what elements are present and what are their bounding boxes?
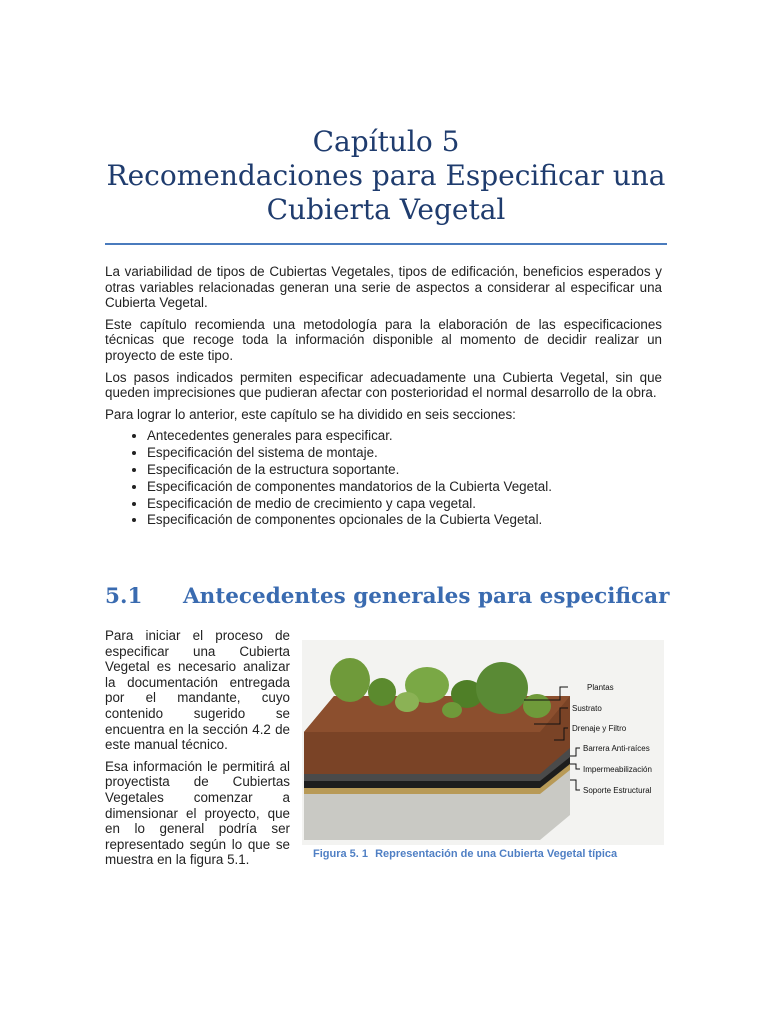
chapter-title-line1: Recomendaciones para Especificar una (106, 159, 666, 192)
intro-paragraph-4: Para lograr lo anterior, este capítulo se ha dividido en seis secciones: (105, 406, 516, 422)
chapter-title-line2: Cubierta Vegetal (266, 193, 506, 226)
label-barrera: Barrera Anti-raíces (583, 744, 650, 753)
section-heading (105, 584, 685, 609)
list-item: • Especificación del sistema de montaje. (147, 445, 662, 462)
list-item: • Especificación de componentes opcionales de la Cubierta Vegetal. (147, 512, 662, 529)
list-item: • Especificación de componentes mandatorios de la Cubierta Vegetal. (147, 479, 662, 496)
intro-text (105, 264, 662, 529)
intro-paragraph-1: La variabilidad de tipos de Cubiertas Vegetales, tipos de edificación, beneficios esperados y otras variables relacionadas generan una serie de aspectos a considerar al especificar una Cubierta Vegetal. (105, 264, 662, 311)
label-plantas: Plantas (587, 683, 614, 692)
section-title: Antecedentes generales para especificar (183, 584, 670, 609)
section-paragraph-2: Esa información le permitirá al proyectista de Cubiertas Vegetales comenzar a dimensionar el proyecto, que en lo general podría ser representado según lo que se muestra en la figura 5.1. (105, 758, 290, 868)
caption-text: Representación de una Cubierta Vegetal típica (375, 848, 618, 860)
list-item: • Especificación de la estructura soportante. (147, 462, 662, 479)
green-roof-figure (302, 640, 664, 845)
intro-paragraph-2: Este capítulo recomienda una metodología para la elaboración de las especificaciones técnicas que recoge toda la información disponible al momento de decidir realizar un proyecto de este tipo. (105, 316, 662, 363)
chapter-heading (105, 125, 667, 227)
intro-paragraph-3: Los pasos indicados permiten especificar adecuadamente una Cubierta Vegetal, sin que queden imprecisiones que pudieran afectar con posterioridad el normal desarrollo de la obra. (105, 369, 662, 401)
figure-caption (313, 848, 653, 860)
heading-divider (105, 243, 667, 245)
label-drenaje: Drenaje y Filtro (572, 724, 627, 733)
list-item: • Antecedentes generales para especificar. (147, 428, 662, 445)
section-paragraph-1: Para iniciar el proceso de especificar una Cubierta Vegetal es necesario analizar la documentación entregada por el mandante, cuyo contenido sugerido se encuentra en la sección 4.2 de este manual técnico. (105, 628, 290, 753)
chapter-label: Capítulo 5 (312, 125, 460, 158)
label-sustrato: Sustrato (572, 704, 602, 713)
list-item: • Especificación de medio de crecimiento y capa vegetal. (147, 496, 662, 513)
caption-label: Figura 5. 1 (313, 848, 369, 860)
section-text (105, 628, 290, 874)
label-soporte: Soporte Estructural (583, 786, 652, 795)
sections-list (105, 428, 662, 529)
section-number: 5.1 (105, 584, 143, 609)
label-impermeabilizacion: Impermeabilización (583, 765, 652, 774)
